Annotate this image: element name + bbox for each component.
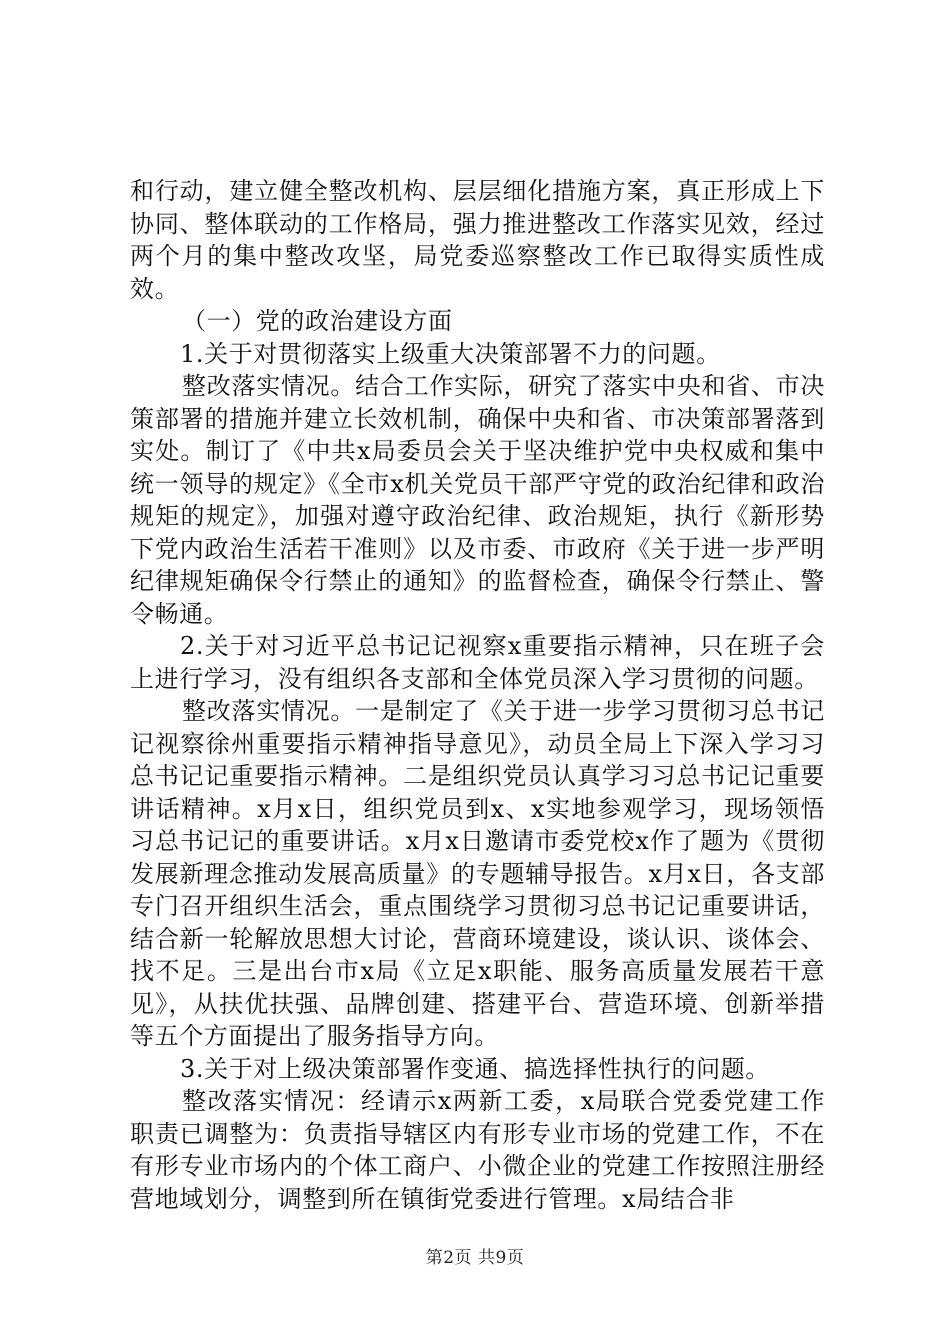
document-body [130,175,825,1215]
issue-heading: 3.关于对上级决策部署作变通、搞选择性执行的问题。 [180,1054,770,1083]
section-heading: （一）党的政治建设方面 [182,307,453,335]
issue-heading: 2.关于对习近平总书记记视察x重要指示精神，只在班子会上进行学习，没有组织各支部和全体党员深入学习贯彻的问题。 [130,632,825,693]
body-paragraph: 整改落实情况：经请示x两新工委，x局联合党委党建工作职责已调整为：负责指导辖区内有形专业市场的党建工作，不在有形专业市场内的个体工商户、小微企业的党建工作按照注册经营地域划分，调整到所在镇街党委进行管理。x局结合非 [130,1087,825,1213]
body-paragraph: 和行动，建立健全整改机构、层层细化措施方案，真正形成上下协同、整体联动的工作格局，强力推进整改工作落实见效，经过两个月的集中整改攻坚，局党委巡察整改工作已取得实质性成效。 [130,177,825,303]
page-footer: 第2页 共9页 [425,1248,525,1268]
issue-heading: 1.关于对贯彻落实上级重大决策部署不力的问题。 [180,339,721,368]
body-paragraph: 整改落实情况。结合工作实际，研究了落实中央和省、市决策部署的措施并建立长效机制，确保中央和省、市决策部署落到实处。制订了《中共x局委员会关于坚决维护党中央权威和集中统一领导的规定》《全市x机关党员干部严守党的政治纪律和政治规矩的规定》，加强对遵守政治纪律、政治规矩，执行《新形势下党内政治生活若干准则》以及市委、市政府《关于进一步严明纪律规矩确保令行禁止的通知》的监督检查，确保令行禁止、警令畅通。 [130,372,825,628]
body-paragraph: 整改落实情况。一是制定了《关于进一步学习贯彻习总书记记视察徐州重要指示精神指导意见》，动员全局上下深入学习习总书记记重要指示精神。二是组织党员认真学习习总书记记重要讲话精神。x月x日，组织党员到x、x实地参观学习，现场领悟习总书记记的重要讲话。x月x日邀请市委党校x作了题为《贯彻发展新理念推动发展高质量》的专题辅导报告。x月x日，各支部专门召开组织生活会，重点围绕学习贯彻习总书记记重要讲话，结合新一轮解放思想大讨论，营商环境建设，谈认识、谈体会、找不足。三是出台市x局《立足x职能、服务高质量发展若干意见》，从扶优扶强、品牌创建、搭建平台、营造环境、创新举措等五个方面提出了服务指导方向。 [130,697,825,1050]
